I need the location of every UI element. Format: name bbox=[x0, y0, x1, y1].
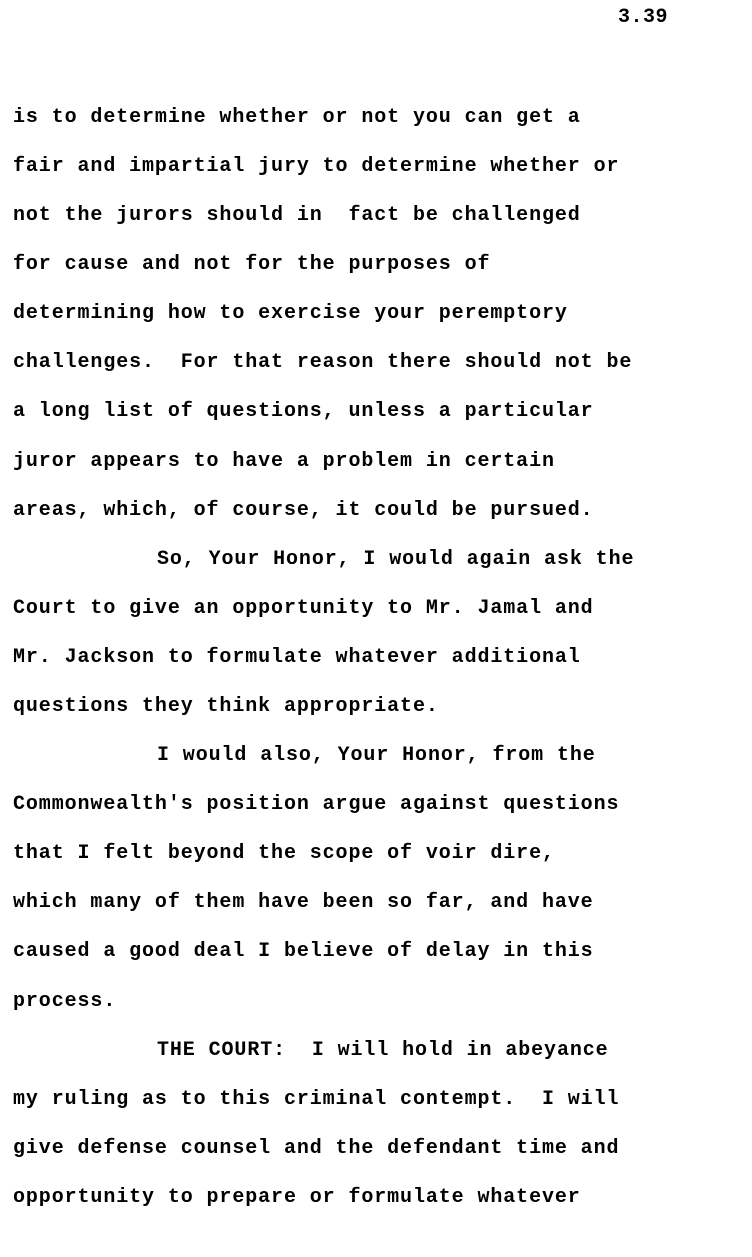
transcript-line-9: areas, which, of course, it could be pursued. bbox=[13, 499, 594, 522]
transcript-line-19: process. bbox=[13, 990, 117, 1013]
transcript-line-1: is to determine whether or not you can get a bbox=[13, 106, 581, 129]
transcript-line-22: give defense counsel and the defendant time and bbox=[13, 1137, 620, 1160]
transcript-line-18: caused a good deal I believe of delay in this bbox=[13, 940, 594, 963]
transcript-line-14: I would also, Your Honor, from the bbox=[157, 744, 596, 767]
transcript-line-6: challenges. For that reason there should not be bbox=[13, 351, 633, 374]
transcript-line-23: opportunity to prepare or formulate whatever bbox=[13, 1186, 581, 1209]
transcript-line-8: juror appears to have a problem in certain bbox=[13, 450, 555, 473]
transcript-line-17: which many of them have been so far, and have bbox=[13, 891, 594, 914]
transcript-line-20: THE COURT: I will hold in abeyance bbox=[157, 1039, 609, 1062]
transcript-line-21: my ruling as to this criminal contempt. I will bbox=[13, 1088, 620, 1111]
transcript-line-3: not the jurors should in fact be challenged bbox=[13, 204, 581, 227]
transcript-line-12: Mr. Jackson to formulate whatever additional bbox=[13, 646, 581, 669]
page-number: 3.39 bbox=[618, 6, 669, 29]
transcript-line-2: fair and impartial jury to determine whether or bbox=[13, 155, 620, 178]
transcript-line-15: Commonwealth's position argue against questions bbox=[13, 793, 620, 816]
transcript-line-16: that I felt beyond the scope of voir dire, bbox=[13, 842, 555, 865]
transcript-line-11: Court to give an opportunity to Mr. Jamal and bbox=[13, 597, 594, 620]
transcript-line-5: determining how to exercise your peremptory bbox=[13, 302, 568, 325]
transcript-line-4: for cause and not for the purposes of bbox=[13, 253, 491, 276]
transcript-line-10: So, Your Honor, I would again ask the bbox=[157, 548, 635, 571]
transcript-line-13: questions they think appropriate. bbox=[13, 695, 439, 718]
transcript-line-7: a long list of questions, unless a particular bbox=[13, 400, 594, 423]
